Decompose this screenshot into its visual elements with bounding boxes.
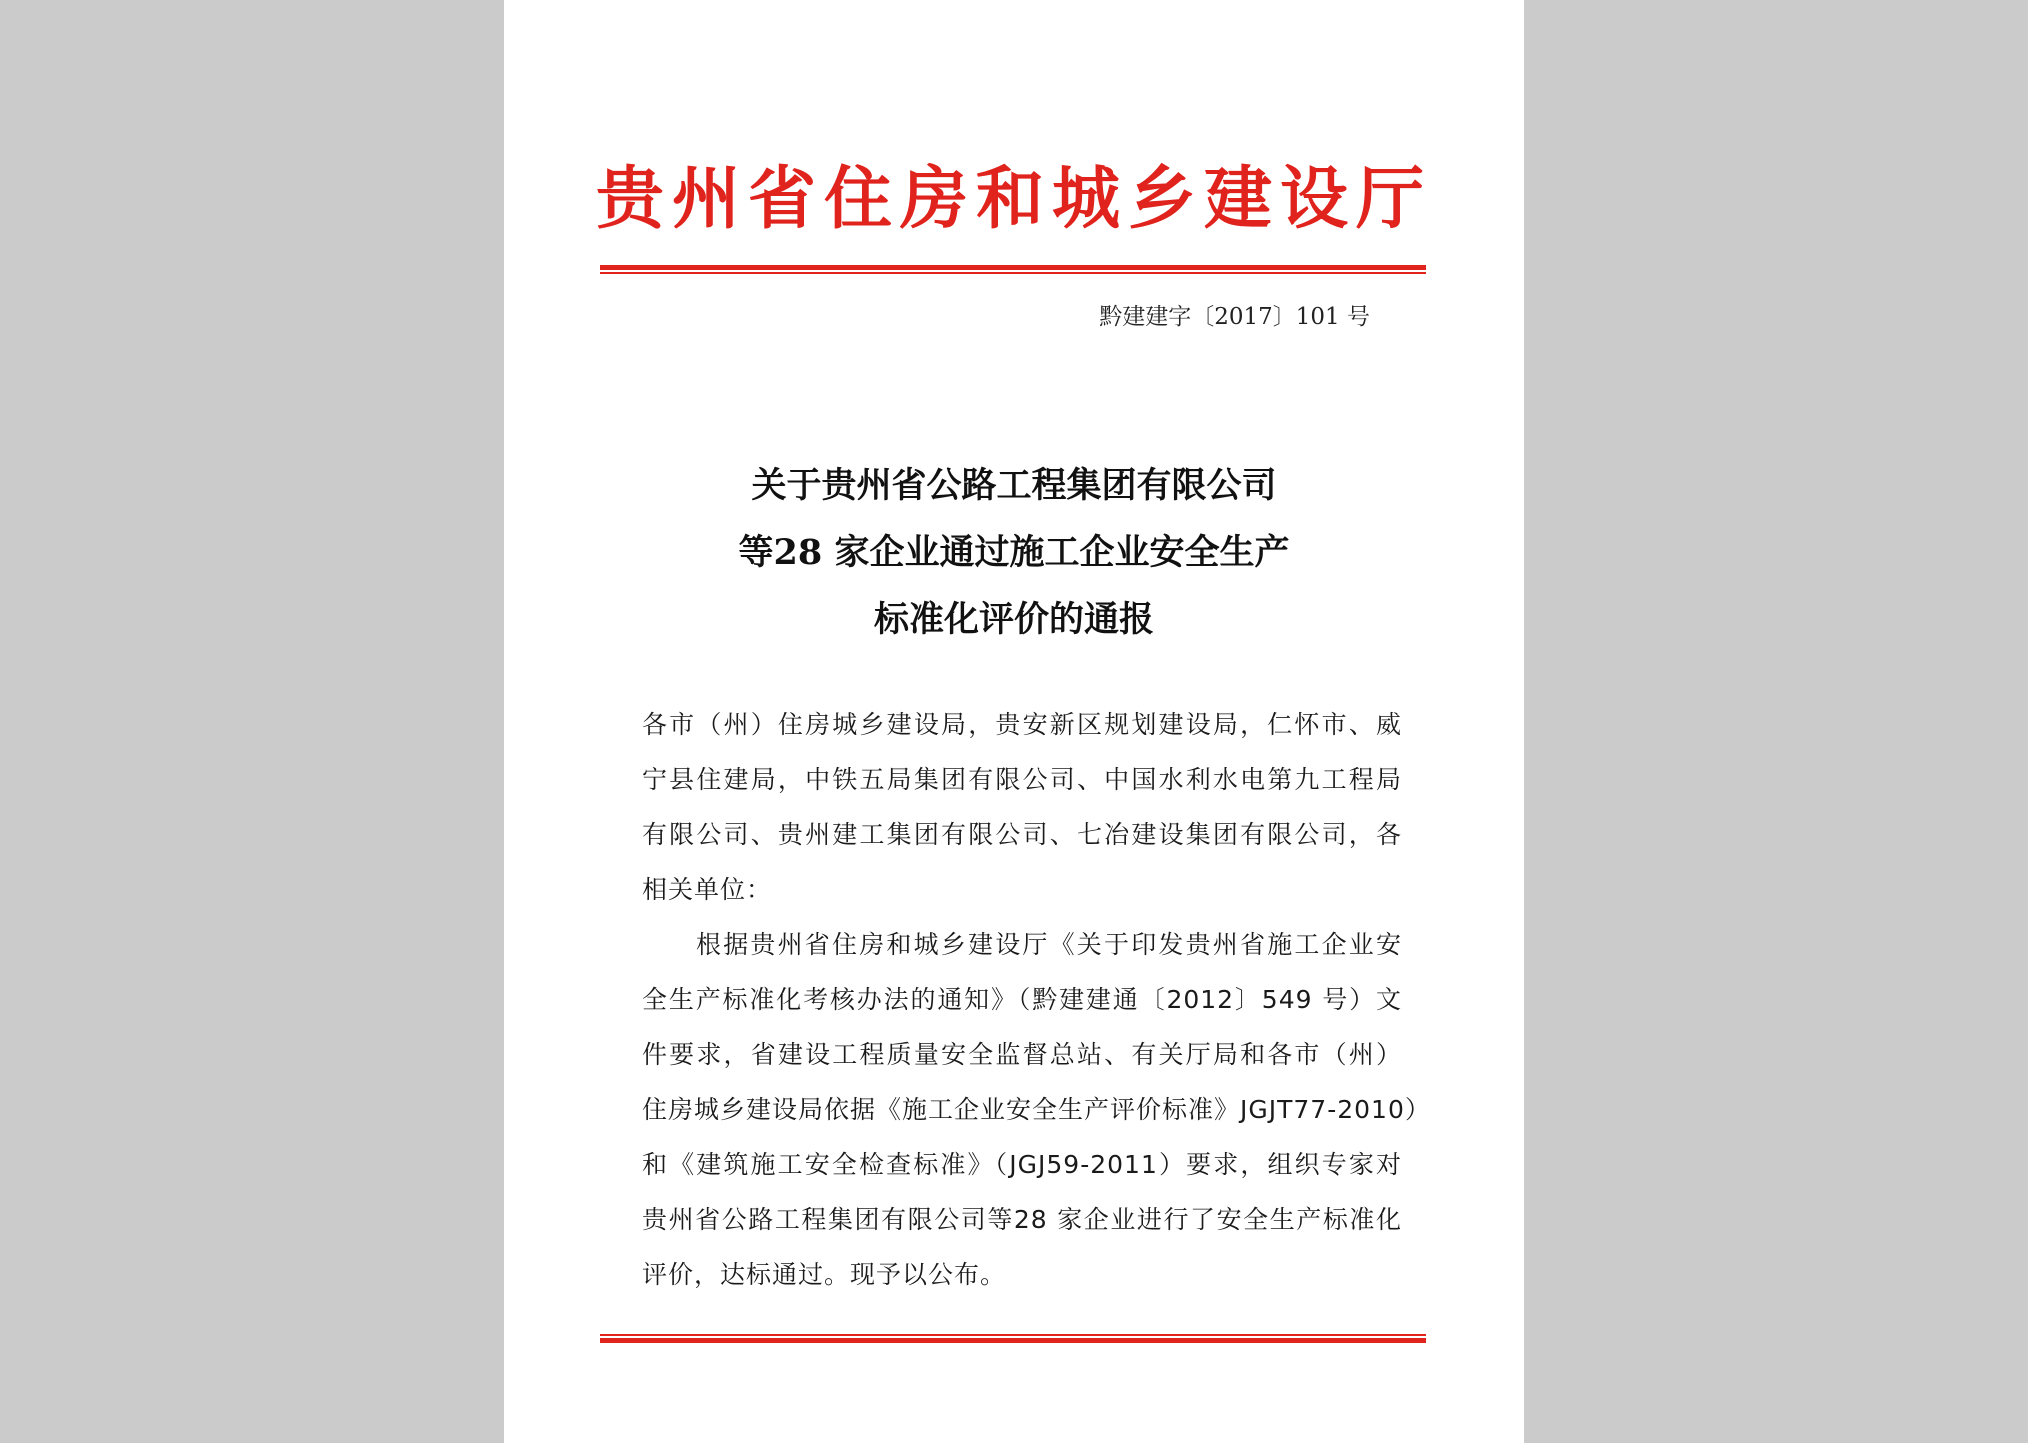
document-page <box>504 0 1524 1443</box>
paragraph-line: 和《建筑施工安全检查标准》（JGJ59-2011）要求，组织专家对 <box>642 1150 1402 1179</box>
paragraph-line: 根据贵州省住房和城乡建设厅《关于印发贵州省施工企业安 <box>696 930 1402 959</box>
addressee-line: 各市（州）住房城乡建设局，贵安新区规划建设局，仁怀市、威 <box>642 710 1402 739</box>
document-number: 黔建建字〔2017〕101 号 <box>1099 304 1370 330</box>
header-red-rule <box>600 265 1426 274</box>
addressee-line: 宁县住建局，中铁五局集团有限公司、中国水利水电第九工程局 <box>642 765 1402 794</box>
footer-red-rule <box>600 1334 1426 1343</box>
subject-line: 标准化评价的通报 <box>873 599 1154 640</box>
paragraph-line: 贵州省公路工程集团有限公司等28 家企业进行了安全生产标准化 <box>642 1205 1402 1234</box>
paragraph-line: 全生产标准化考核办法的通知》（黔建建通〔2012〕549 号）文 <box>642 985 1402 1014</box>
paragraph-line: 住房城乡建设局依据《施工企业安全生产评价标准》JGJT77-2010） <box>642 1095 1431 1124</box>
document-body <box>642 697 1431 1302</box>
subject-line: 等28 家企业通过施工企业安全生产 <box>738 532 1290 573</box>
addressee-line: 有限公司、贵州建工集团有限公司、七冶建设集团有限公司，各 <box>642 820 1402 849</box>
paragraph-line: 件要求，省建设工程质量安全监督总站、有关厅局和各市（州） <box>642 1040 1402 1069</box>
addressee-line: 相关单位： <box>642 875 773 904</box>
paragraph-line: 评价，达标通过。现予以公布。 <box>642 1260 1007 1289</box>
agency-header: 贵州省住房和城乡建设厅 <box>595 159 1432 239</box>
document-subject <box>504 452 1524 653</box>
subject-line: 关于贵州省公路工程集团有限公司 <box>751 465 1277 506</box>
